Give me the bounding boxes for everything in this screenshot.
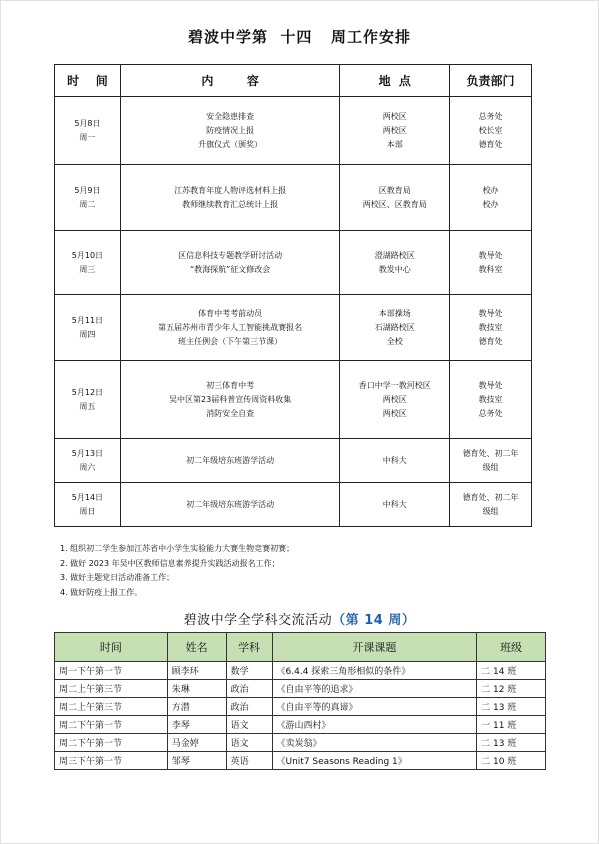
schedule-content-cell <box>120 439 340 483</box>
note-item: 1. 组织初二学生参加江苏省中小学生实验能力大赛生物竞赛初赛； <box>60 544 295 553</box>
schedule-date: 5月12日 <box>71 387 104 397</box>
schedule-weekday: 周二 <box>79 199 96 209</box>
schedule-location-cell <box>340 231 450 295</box>
exchange-time-cell: 周二上午第三节 <box>55 698 168 716</box>
schedule-date: 5月10日 <box>71 250 104 260</box>
schedule-content-line: 防疫情况上报 <box>206 125 255 135</box>
exchange-topic-cell: 《游山西村》 <box>272 716 477 734</box>
exchange-name-cell: 顾李环 <box>167 662 226 680</box>
exchange-class-cell: 二 14 班 <box>477 662 546 680</box>
schedule-location-line: 两校区、区教育局 <box>362 199 427 209</box>
schedule-location-line: 中科大 <box>382 499 407 509</box>
exchange-header-topic: 开课课题 <box>272 633 477 662</box>
schedule-content-line: 初二年级培东班游学活动 <box>186 455 275 465</box>
schedule-weekday: 周日 <box>79 506 96 516</box>
exchange-header-row <box>55 633 546 662</box>
exchange-subject-cell: 政治 <box>226 680 272 698</box>
schedule-content-line: 安全隐患排查 <box>206 111 255 121</box>
schedule-header-row <box>55 65 532 97</box>
schedule-location-cell <box>340 361 450 439</box>
exchange-subject-cell: 语文 <box>226 734 272 752</box>
schedule-row <box>55 439 532 483</box>
schedule-weekday: 周六 <box>79 462 96 472</box>
header-location: 地 点 <box>340 65 450 97</box>
schedule-content-cell <box>120 165 340 231</box>
schedule-department-cell <box>450 439 532 483</box>
exchange-class-cell: 二 13 班 <box>477 734 546 752</box>
exchange-time-cell: 周二下午第一节 <box>55 716 168 734</box>
header-department: 负责部门 <box>450 65 532 97</box>
exchange-name-cell: 方潜 <box>167 698 226 716</box>
schedule-content-line: 班主任例会（下午第三节课） <box>178 336 283 346</box>
schedule-department-line: 教技室 <box>478 394 503 404</box>
schedule-location-line: 全校 <box>386 336 403 346</box>
exchange-row <box>55 734 546 752</box>
exchange-week-label: （第 14 周） <box>332 613 416 628</box>
schedule-content-line: 初二年级培东班游学活动 <box>186 499 275 509</box>
schedule-department-line: 总务处 <box>478 111 503 121</box>
schedule-department-line: 级组 <box>482 462 499 472</box>
schedule-content-line: 升旗仪式（颁奖） <box>198 139 263 149</box>
exchange-name-cell: 马金婷 <box>167 734 226 752</box>
schedule-location-line: 中科大 <box>382 455 407 465</box>
schedule-department-line: 教导处 <box>478 380 503 390</box>
exchange-class-cell: 二 13 班 <box>477 698 546 716</box>
exchange-subject-cell: 语文 <box>226 716 272 734</box>
schedule-date-cell <box>55 97 121 165</box>
schedule-row <box>55 231 532 295</box>
page-title: 碧波中学第 十四 周工作安排 <box>187 28 412 46</box>
schedule-date: 5月8日 <box>74 118 101 128</box>
schedule-content-line: 体育中考考前动员 <box>198 308 263 318</box>
exchange-class-cell: 一 11 班 <box>477 716 546 734</box>
schedule-department-line: 校办 <box>482 185 499 195</box>
exchange-time-cell: 周三下午第一节 <box>55 752 168 770</box>
exchange-class-cell: 二 10 班 <box>477 752 546 770</box>
schedule-content-cell <box>120 361 340 439</box>
schedule-weekday: 周一 <box>79 132 96 142</box>
exchange-topic-cell: 《自由平等的真谛》 <box>272 698 477 716</box>
exchange-class-cell: 二 12 班 <box>477 680 546 698</box>
exchange-subject-cell: 政治 <box>226 698 272 716</box>
schedule-location-line: 石湖路校区 <box>374 322 415 332</box>
schedule-content-line: 第五届苏州市青少年人工智能挑战赛报名 <box>158 322 303 332</box>
schedule-department-line: 德育处 <box>478 336 503 346</box>
header-time: 时 间 <box>55 65 121 97</box>
schedule-location-line: 两校区 <box>382 408 407 418</box>
exchange-row <box>55 662 546 680</box>
schedule-location-line: 本部操场 <box>378 308 411 318</box>
schedule-location-line: 两校区 <box>382 111 407 121</box>
exchange-header-subject: 学科 <box>226 633 272 662</box>
schedule-content-cell <box>120 97 340 165</box>
schedule-weekday: 周四 <box>79 329 96 339</box>
schedule-date-cell <box>55 361 121 439</box>
schedule-date-cell <box>55 483 121 527</box>
exchange-topic-cell: 《自由平等的追求》 <box>272 680 477 698</box>
note-item: 4. 做好防疫上报工作。 <box>60 587 143 597</box>
exchange-name-cell: 邹琴 <box>167 752 226 770</box>
schedule-department-cell <box>450 361 532 439</box>
exchange-title <box>0 609 599 628</box>
schedule-location-cell <box>340 165 450 231</box>
schedule-location-line: 本部 <box>386 139 403 149</box>
schedule-content-cell <box>120 231 340 295</box>
schedule-department-line: 德育处 <box>478 139 503 149</box>
exchange-row <box>55 716 546 734</box>
schedule-location-cell <box>340 439 450 483</box>
schedule-row <box>55 361 532 439</box>
exchange-name-cell: 李琴 <box>167 716 226 734</box>
schedule-department-cell <box>450 231 532 295</box>
header-content: 内 容 <box>120 65 340 97</box>
exchange-row <box>55 698 546 716</box>
exchange-header-class: 班级 <box>477 633 546 662</box>
schedule-row <box>55 295 532 361</box>
notes-list <box>60 542 540 600</box>
schedule-department-cell <box>450 165 532 231</box>
schedule-department-line: 教科室 <box>478 264 503 274</box>
exchange-subject-cell: 英语 <box>226 752 272 770</box>
schedule-content-line: 教师继续教育汇总统计上报 <box>182 199 279 209</box>
schedule-date: 5月9日 <box>74 185 101 195</box>
exchange-header-time: 时间 <box>55 633 168 662</box>
exchange-activity-table <box>54 632 546 770</box>
schedule-content-cell <box>120 295 340 361</box>
schedule-department-line: 校办 <box>482 199 499 209</box>
schedule-date: 5月11日 <box>71 315 104 325</box>
schedule-location-line: 两校区 <box>382 125 407 135</box>
schedule-date: 5月14日 <box>71 492 104 502</box>
exchange-time-cell: 周一下午第一节 <box>55 662 168 680</box>
schedule-department-line: 教导处 <box>478 250 503 260</box>
schedule-weekday: 周三 <box>79 264 96 274</box>
schedule-content-line: 区信息科技专题教学研讨活动 <box>178 250 283 260</box>
schedule-content-line: 消防安全自查 <box>206 408 255 418</box>
exchange-topic-cell: 《Unit7 Seasons Reading 1》 <box>272 752 477 770</box>
schedule-department-line: 教技室 <box>478 322 503 332</box>
schedule-content-line: “教海探航”征文修改会 <box>189 264 271 274</box>
exchange-topic-cell: 《卖炭翁》 <box>272 734 477 752</box>
schedule-department-cell <box>450 483 532 527</box>
schedule-date-cell <box>55 295 121 361</box>
schedule-row <box>55 483 532 527</box>
note-item: 2. 做好 2023 年吴中区教师信息素养提升实践活动报名工作； <box>60 558 280 568</box>
schedule-location-line: 香口中学一教河校区 <box>358 380 431 390</box>
schedule-location-line: 教发中心 <box>378 264 411 274</box>
schedule-location-line: 区教育局 <box>378 185 411 195</box>
schedule-row <box>55 165 532 231</box>
exchange-title-text: 碧波中学全学科交流活动 <box>183 613 333 628</box>
schedule-location-cell <box>340 295 450 361</box>
weekly-schedule-table <box>54 64 532 527</box>
schedule-content-line: 江苏教育年度人物评选材料上报 <box>174 185 287 195</box>
schedule-department-cell <box>450 97 532 165</box>
schedule-date-cell <box>55 439 121 483</box>
exchange-topic-cell: 《6.4.4 探索三角形相似的条件》 <box>272 662 477 680</box>
schedule-location-cell <box>340 97 450 165</box>
schedule-date-cell <box>55 165 121 231</box>
schedule-content-cell <box>120 483 340 527</box>
schedule-location-line: 两校区 <box>382 394 407 404</box>
schedule-date-cell <box>55 231 121 295</box>
schedule-department-line: 级组 <box>482 506 499 516</box>
schedule-content-line: 吴中区第23届科普宣传周资料收集 <box>169 394 292 404</box>
exchange-subject-cell: 数学 <box>226 662 272 680</box>
exchange-header-name: 姓名 <box>167 633 226 662</box>
schedule-content-line: 初三体育中考 <box>206 380 255 390</box>
schedule-department-line: 总务处 <box>478 408 503 418</box>
schedule-department-cell <box>450 295 532 361</box>
schedule-date: 5月13日 <box>71 448 104 458</box>
schedule-weekday: 周五 <box>79 401 96 411</box>
exchange-time-cell: 周二上午第三节 <box>55 680 168 698</box>
schedule-location-line: 澄湖路校区 <box>374 250 415 260</box>
exchange-name-cell: 朱琳 <box>167 680 226 698</box>
schedule-department-line: 德育处、初二年 <box>462 492 519 502</box>
schedule-department-line: 校长室 <box>478 125 503 135</box>
exchange-time-cell: 周二下午第一节 <box>55 734 168 752</box>
exchange-row <box>55 752 546 770</box>
exchange-row <box>55 680 546 698</box>
schedule-location-cell <box>340 483 450 527</box>
schedule-row <box>55 97 532 165</box>
schedule-department-line: 德育处、初二年 <box>462 448 519 458</box>
note-item: 3. 做好主题党日活动准备工作； <box>60 573 175 582</box>
schedule-department-line: 教导处 <box>478 308 503 318</box>
